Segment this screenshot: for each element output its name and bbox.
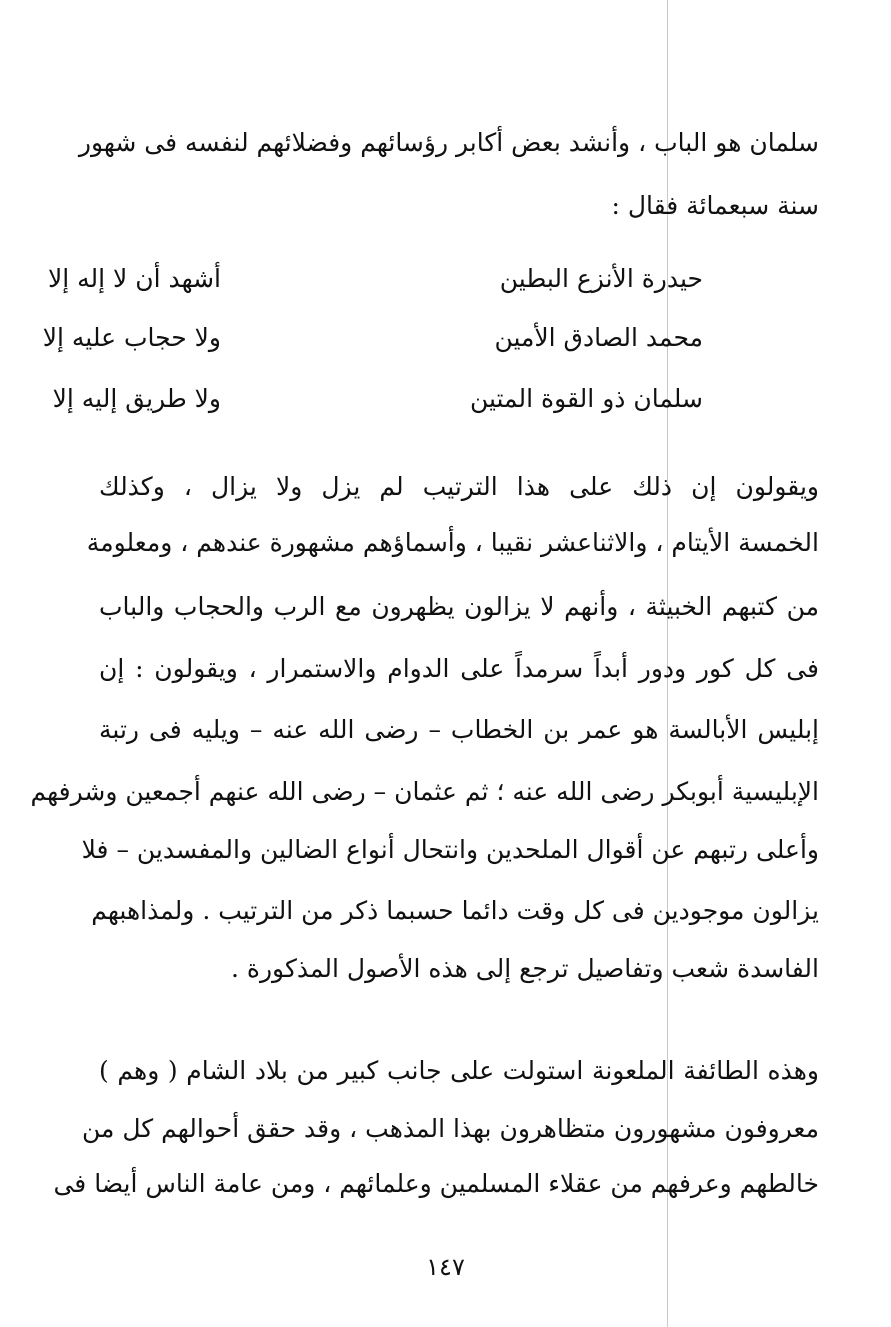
page-number: ١٤٧ <box>426 1253 465 1281</box>
poem-verse-2-first: ولا حجاب عليه إلا <box>42 323 221 352</box>
paragraph-1-line-8: يزالون موجودين فى كل وقت دائما حسبما ذكر من الترتيب . ولمذاهبهم <box>91 896 819 925</box>
paragraph-1-line-9: الفاسدة شعب وتفاصيل ترجع إلى هذه الأصول المذكورة . <box>230 954 819 983</box>
poem-verse-3-second: سلمان ذو القوة المتين <box>469 384 703 413</box>
paragraph-2-line-3: خالطهم وعرفهم من عقلاء المسلمين وعلمائهم ، ومن عامة الناس أيضا فى <box>53 1169 819 1198</box>
poem-verse-1-second: حيدرة الأنزع البطين <box>499 264 703 293</box>
paragraph-1-line-6: الإبليسية أبوبكر رضى الله عنه ؛ ثم عثمان – رضى الله عنهم أجمعين وشرفهم <box>30 777 819 806</box>
intro-line-2: سنة سبعمائة فقال : <box>611 191 819 220</box>
paragraph-1-line-1: ويقولون إن ذلك على هذا الترتيب لم يزل ولا يزال ، وكذلك <box>99 472 819 501</box>
paragraph-1-line-4: فى كل كور ودور أبداً سرمداً على الدوام والاستمرار ، ويقولون : إن <box>99 654 819 683</box>
paragraph-2-line-1: وهذه الطائفة الملعونة استولت على جانب كبير من بلاد الشام ( وهم ) <box>99 1056 819 1085</box>
poem-verse-3-first: ولا طريق إليه إلا <box>52 384 221 413</box>
poem-verse-2-second: محمد الصادق الأمين <box>494 323 703 352</box>
intro-line-1: سلمان هو الباب ، وأنشد بعض أكابر رؤسائهم وفضلائهم لنفسه فى شهور <box>78 128 819 157</box>
paragraph-1-line-3: من كتبهم الخبيثة ، وأنهم لا يزالون يظهرون مع الرب والحجاب والباب <box>99 592 819 621</box>
paragraph-1-line-2: الخمسة الأيتام ، والاثناعشر نقيبا ، وأسماؤهم مشهورة عندهم ، ومعلومة <box>86 528 819 557</box>
poem-verse-1-first: أشهد أن لا إله إلا <box>47 264 221 293</box>
paragraph-1-line-7: وأعلى رتبهم عن أقوال الملحدين وانتحال أنواع الضالين والمفسدين – فلا <box>81 835 819 864</box>
paragraph-2-line-2: معروفون مشهورون متظاهرون بهذا المذهب ، وقد حقق أحوالهم كل من <box>82 1114 819 1143</box>
paragraph-1-line-5: إبليس الأبالسة هو عمر بن الخطاب – رضى الله عنه – ويليه فى رتبة <box>99 715 819 744</box>
